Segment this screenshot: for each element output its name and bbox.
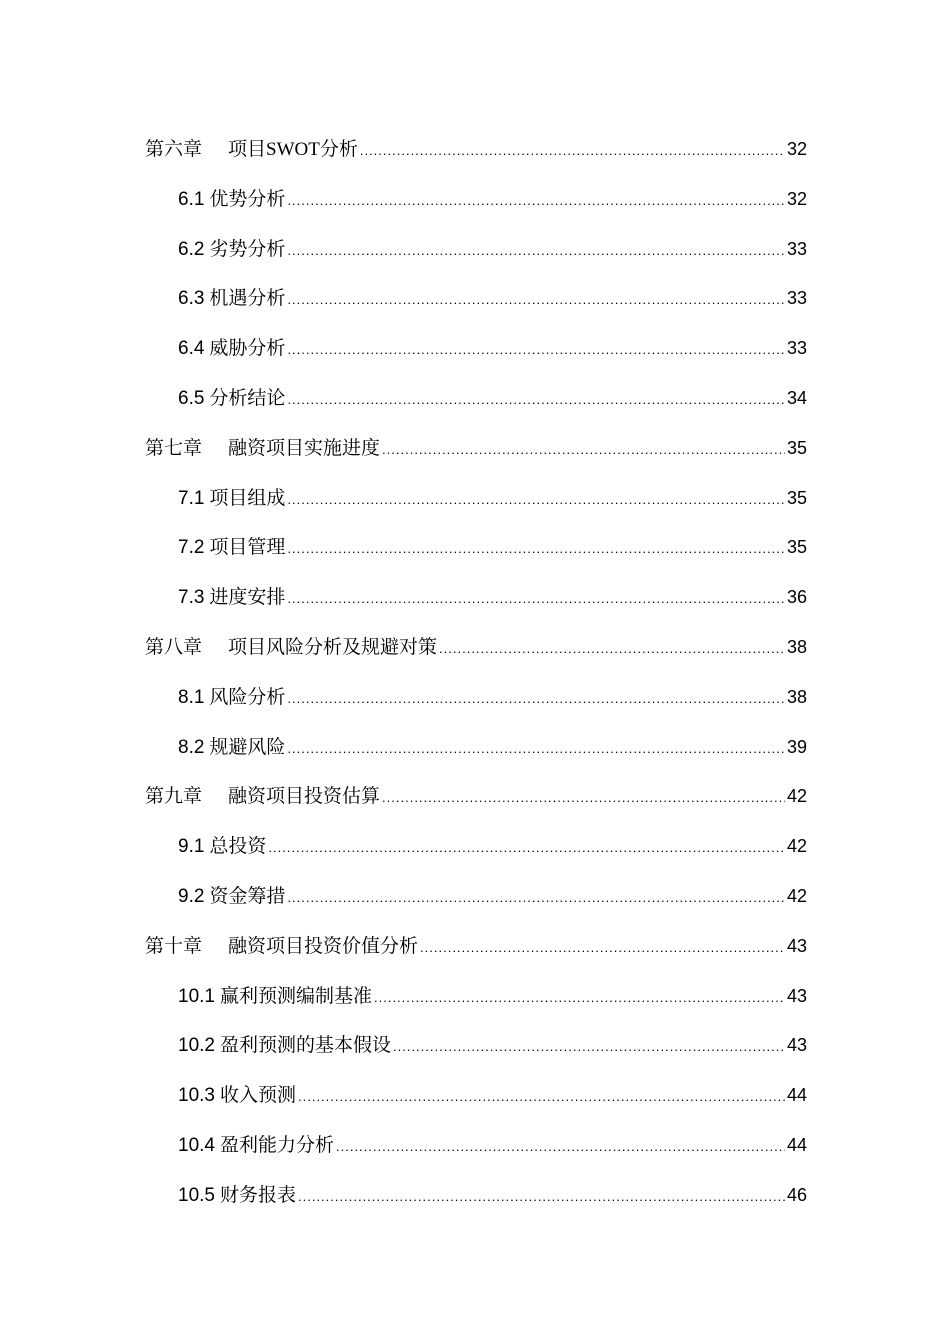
- toc-entry-title: [178, 673, 285, 723]
- toc-entry-label: 劣势分析: [209, 238, 286, 260]
- toc-dot-leader: [287, 524, 785, 574]
- toc-entry-title: [145, 772, 380, 822]
- toc-entry-label: 融资项目投资价值分析: [228, 935, 419, 957]
- toc-page-number: 38: [786, 636, 807, 657]
- toc-entry-number: 6.5: [178, 387, 205, 409]
- toc-page-number: 42: [786, 836, 807, 857]
- toc-entry-title: [178, 324, 285, 374]
- toc-entry-title: [178, 374, 285, 424]
- toc-page-number: 36: [786, 587, 807, 608]
- toc-dot-leader: [360, 126, 785, 176]
- toc-entry-label: 盈利预测的基本假设: [219, 1035, 391, 1057]
- toc-entry-label: 盈利能力分析: [219, 1134, 334, 1156]
- toc-dot-leader: [287, 325, 785, 375]
- toc-entry-title: [178, 972, 372, 1022]
- toc-entry-label: 赢利预测编制基准: [219, 985, 372, 1007]
- toc-page-number: 33: [786, 338, 807, 359]
- toc-entry-title: [178, 573, 285, 623]
- toc-section-entry[interactable]: [145, 225, 807, 275]
- toc-entry-label: 收入预测: [219, 1085, 296, 1107]
- toc-entry-title: [145, 623, 437, 673]
- toc-dot-leader: [287, 176, 785, 226]
- toc-dot-leader: [393, 1022, 785, 1072]
- toc-entry-label: 项目组成: [209, 487, 286, 509]
- toc-entry-title: [178, 274, 285, 324]
- toc-entry-number: 6.2: [178, 238, 205, 260]
- toc-dot-leader: [298, 1172, 785, 1222]
- toc-entry-title: [145, 125, 358, 175]
- toc-section-entry[interactable]: [145, 723, 807, 773]
- toc-entry-number: 6.3: [178, 288, 205, 310]
- toc-entry-number: 10.2: [178, 1035, 215, 1057]
- toc-section-entry[interactable]: [145, 673, 807, 723]
- toc-dot-leader: [439, 624, 785, 674]
- toc-entry-number: 8.1: [178, 686, 205, 708]
- toc-entry-title: [178, 822, 266, 872]
- toc-section-entry[interactable]: [145, 324, 807, 374]
- toc-entry-title: [145, 424, 380, 474]
- toc-page-number: 34: [786, 387, 807, 408]
- toc-section-entry[interactable]: [145, 573, 807, 623]
- toc-section-entry[interactable]: [145, 474, 807, 524]
- toc-section-entry[interactable]: [145, 274, 807, 324]
- toc-dot-leader: [420, 923, 785, 973]
- toc-entry-title: [178, 1121, 334, 1171]
- toc-page-number: 44: [786, 1134, 807, 1155]
- toc-section-entry[interactable]: [145, 872, 807, 922]
- toc-dot-leader: [268, 823, 785, 873]
- toc-entry-number: 7.2: [178, 537, 205, 559]
- toc-entry-label: 分析结论: [209, 387, 286, 409]
- toc-dot-leader: [298, 1072, 785, 1122]
- toc-section-entry[interactable]: [145, 1171, 807, 1221]
- toc-entry-title: [178, 1071, 296, 1121]
- toc-entry-label: 进度安排: [209, 587, 286, 609]
- toc-section-entry[interactable]: [145, 972, 807, 1022]
- toc-entry-number: 8.2: [178, 736, 205, 758]
- toc-entry-title: [145, 922, 418, 972]
- toc-dot-leader: [287, 275, 785, 325]
- toc-entry-title: [178, 474, 285, 524]
- toc-entry-label: 项目管理: [209, 537, 286, 559]
- toc-section-entry[interactable]: [145, 374, 807, 424]
- toc-chapter-entry[interactable]: [145, 125, 807, 175]
- toc-entry-number: 10.5: [178, 1184, 215, 1206]
- toc-section-entry[interactable]: [145, 1021, 807, 1071]
- toc-dot-leader: [287, 375, 785, 425]
- toc-entry-label: 融资项目投资估算: [228, 786, 381, 808]
- toc-entry-number: 第六章: [145, 139, 203, 160]
- toc-page-number: 35: [786, 437, 807, 458]
- toc-page-number: 44: [786, 1085, 807, 1106]
- toc-section-entry[interactable]: [145, 822, 807, 872]
- toc-page-number: 35: [786, 487, 807, 508]
- toc-chapter-entry[interactable]: [145, 424, 807, 474]
- table-of-contents: [145, 125, 807, 1221]
- toc-entry-number: 9.2: [178, 885, 205, 907]
- toc-entry-title: [178, 523, 285, 573]
- toc-dot-leader: [287, 873, 785, 923]
- toc-chapter-entry[interactable]: [145, 623, 807, 673]
- toc-page-number: 35: [786, 537, 807, 558]
- toc-entry-number: 6.4: [178, 338, 205, 360]
- toc-page-number: 33: [786, 288, 807, 309]
- toc-page-number: 32: [786, 139, 807, 159]
- toc-entry-number: 第十章: [145, 935, 203, 957]
- toc-page-number: 46: [786, 1184, 807, 1205]
- toc-entry-label: 威胁分析: [209, 338, 286, 360]
- toc-entry-label: 资金筹措: [209, 885, 286, 907]
- toc-dot-leader: [287, 724, 785, 774]
- toc-dot-leader: [382, 425, 785, 475]
- toc-dot-leader: [287, 574, 785, 624]
- toc-section-entry[interactable]: [145, 1121, 807, 1171]
- toc-entry-title: [178, 1171, 296, 1221]
- toc-section-entry[interactable]: [145, 1071, 807, 1121]
- toc-entry-label: 财务报表: [219, 1184, 296, 1206]
- toc-dot-leader: [374, 973, 785, 1023]
- toc-entry-label: 项目风险分析及规避对策: [228, 636, 438, 658]
- toc-page-number: 33: [786, 238, 807, 259]
- toc-entry-label: 融资项目实施进度: [228, 437, 381, 459]
- toc-page-number: 32: [786, 188, 807, 209]
- toc-page-number: 42: [786, 786, 807, 807]
- toc-entry-number: 第九章: [145, 786, 203, 808]
- toc-page-number: 39: [786, 736, 807, 757]
- toc-dot-leader: [287, 475, 785, 525]
- toc-entry-number: 10.1: [178, 985, 215, 1007]
- toc-entry-title: [178, 872, 285, 922]
- toc-entry-number: 7.1: [178, 487, 205, 509]
- toc-entry-title: [178, 225, 285, 275]
- toc-dot-leader: [382, 773, 785, 823]
- toc-entry-number: 9.1: [178, 836, 205, 858]
- toc-entry-label: 机遇分析: [209, 288, 286, 310]
- toc-section-entry[interactable]: [145, 175, 807, 225]
- toc-entry-number: 10.3: [178, 1085, 215, 1107]
- toc-entry-label: 风险分析: [209, 686, 286, 708]
- toc-entry-number: 第七章: [145, 437, 203, 459]
- toc-page-number: 43: [786, 1035, 807, 1056]
- toc-entry-label: 规避风险: [209, 736, 286, 758]
- toc-entry-title: [178, 175, 285, 225]
- toc-entry-number: 6.1: [178, 188, 205, 210]
- toc-entry-label: 项目SWOT分析: [228, 139, 358, 160]
- toc-page-number: 43: [786, 935, 807, 956]
- toc-page-number: 42: [786, 885, 807, 906]
- toc-dot-leader: [336, 1122, 785, 1172]
- toc-entry-title: [178, 1021, 391, 1071]
- toc-page-number: 38: [786, 686, 807, 707]
- toc-entry-number: 10.4: [178, 1134, 215, 1156]
- toc-entry-number: 7.3: [178, 587, 205, 609]
- toc-entry-label: 总投资: [209, 836, 267, 858]
- toc-section-entry[interactable]: [145, 523, 807, 573]
- toc-dot-leader: [287, 674, 785, 724]
- toc-entry-title: [178, 723, 285, 773]
- toc-entry-number: 第八章: [145, 636, 203, 658]
- toc-chapter-entry[interactable]: [145, 772, 807, 822]
- toc-chapter-entry[interactable]: [145, 922, 807, 972]
- toc-dot-leader: [287, 226, 785, 276]
- toc-entry-label: 优势分析: [209, 188, 286, 210]
- toc-page-number: 43: [786, 985, 807, 1006]
